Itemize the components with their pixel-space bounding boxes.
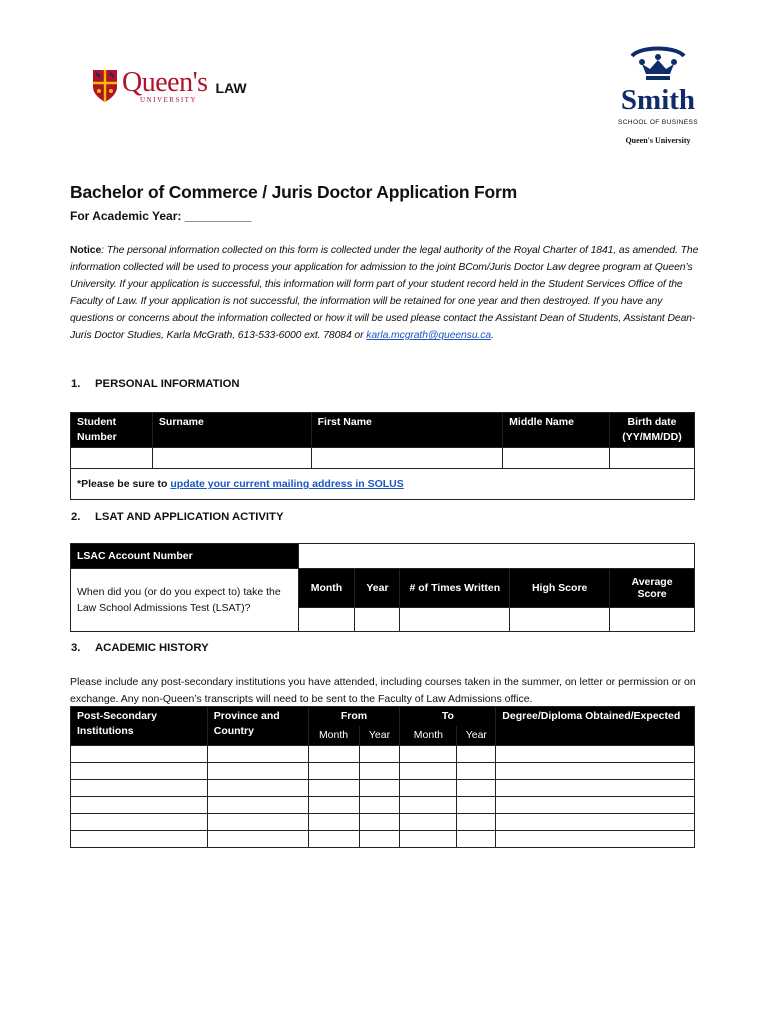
header-high-score: High Score bbox=[510, 569, 610, 608]
surname-input[interactable] bbox=[152, 448, 311, 469]
header-surname: Surname bbox=[152, 413, 311, 448]
table-row bbox=[71, 831, 695, 848]
header-from-month: Month bbox=[308, 726, 359, 746]
logo-queens-text: Queen's bbox=[122, 66, 208, 98]
lsac-account-label: LSAC Account Number bbox=[71, 544, 299, 569]
header-to: To bbox=[400, 707, 496, 727]
table-row bbox=[71, 797, 695, 814]
birth-date-input[interactable] bbox=[610, 448, 695, 469]
logo-university-text: UNIVERSITY bbox=[140, 95, 197, 104]
header-average-score: Average Score bbox=[610, 569, 695, 608]
lsat-question: When did you (or do you expect to) take the Law School Admissions Test (LSAT)? bbox=[71, 569, 299, 632]
section-academic-heading: 3. ACADEMIC HISTORY bbox=[71, 642, 209, 654]
table-row bbox=[71, 763, 695, 780]
table-row bbox=[71, 780, 695, 797]
middle-name-input[interactable] bbox=[503, 448, 610, 469]
header-degree: Degree/Diploma Obtained/Expected bbox=[496, 707, 695, 746]
solus-update-link[interactable]: update your current mailing address in SOLUS bbox=[170, 478, 404, 490]
header-from: From bbox=[308, 707, 400, 727]
student-number-input[interactable] bbox=[71, 448, 153, 469]
header-from-year: Year bbox=[359, 726, 400, 746]
header-to-year: Year bbox=[457, 726, 496, 746]
section-personal-heading: 1. PERSONAL INFORMATION bbox=[71, 378, 240, 390]
lsac-account-input[interactable] bbox=[298, 544, 694, 569]
logo-smith-text: Smith bbox=[620, 84, 696, 116]
mailing-address-note: *Please be sure to update your current mailing address in SOLUS bbox=[71, 469, 695, 500]
average-score-input[interactable] bbox=[610, 608, 695, 632]
lsat-year-input[interactable] bbox=[355, 608, 400, 632]
form-title: Bachelor of Commerce / Juris Doctor Application Form bbox=[70, 182, 517, 202]
smith-crown-icon bbox=[626, 44, 690, 84]
contact-email-link[interactable]: karla.mcgrath@queensu.ca bbox=[366, 330, 492, 341]
header-first-name: First Name bbox=[311, 413, 503, 448]
privacy-notice: Notice: The personal information collected on this form is collected under the legal authority of the Royal Charter of 1841, as amended. The information collected will be used to process your application for admission to the joint BCom/Juris Doctor Law degree program at Queen’s University. If your application is successful, this information will form part of your student record held in the Student Services Office of the Faculty of Law. If your application is not successful, the information will be retained for one year and then destroyed. If you have any questions or concerns about the information collected or how it will be used please contact the Assistant Dean of Students, Assistant Dean- Juris Doctor Studies, Karla McGrath, 613-533-6000 ext. 78084 or karla.mcgrath@queensu.ca. bbox=[70, 245, 699, 341]
header-institutions: Post-Secondary Institutions bbox=[71, 707, 208, 746]
table-row bbox=[71, 814, 695, 831]
header-birth-date: Birth date (YY/MM/DD) bbox=[610, 413, 695, 448]
header-to-month: Month bbox=[400, 726, 457, 746]
lsat-table bbox=[70, 543, 695, 632]
queens-crest-icon bbox=[92, 69, 118, 103]
header-student-number: Student Number bbox=[71, 413, 153, 448]
academic-history-note: Please include any post-secondary institutions you have attended, including courses taken in the summer, on letter or permission or on exchange. Any non-Queen’s transcripts will need to be sent to the Faculty of Law Admissions office. bbox=[70, 676, 696, 705]
section-lsat-heading: 2. LSAT AND APPLICATION ACTIVITY bbox=[71, 511, 284, 523]
notice-body: : The personal information collected on this form is collected under the legal authority of the Royal Charter of 1841, as amended. The information collected will be used to process your application for admission to the joint BCom/Juris Doctor Law degree program at Queen’s University. If your application is successful, this information will form part of your student record held in the Student Services Office of the Faculty of Law. If your application is not successful, the information will be retained for one year and then destroyed. If you have any questions or concerns about the information collected or how it will be used please contact the Assistant Dean of Students, Assistant Dean- Juris Doctor Studies, Karla McGrath, 613-533-6000 ext. 78084 or bbox=[70, 245, 699, 341]
header-year: Year bbox=[355, 569, 400, 608]
table-row bbox=[71, 746, 695, 763]
logo-law-text: LAW bbox=[215, 80, 247, 96]
header-province-country: Province and Country bbox=[207, 707, 308, 746]
logo-queens-university-text: Queen's University bbox=[625, 136, 691, 145]
academic-year-field[interactable]: For Academic Year: __________ bbox=[70, 209, 252, 223]
header-times-written: # of Times Written bbox=[400, 569, 510, 608]
times-written-input[interactable] bbox=[400, 608, 510, 632]
header-middle-name: Middle Name bbox=[503, 413, 610, 448]
high-score-input[interactable] bbox=[510, 608, 610, 632]
notice-label: Notice bbox=[70, 245, 102, 256]
smith-school-logo bbox=[608, 44, 708, 145]
first-name-input[interactable] bbox=[311, 448, 503, 469]
academic-history-table bbox=[70, 706, 695, 848]
personal-info-table bbox=[70, 412, 695, 500]
logo-school-of-business-text: SCHOOL OF BUSINESS bbox=[618, 119, 698, 126]
lsat-month-input[interactable] bbox=[298, 608, 355, 632]
header-month: Month bbox=[298, 569, 355, 608]
queens-law-logo bbox=[92, 66, 247, 106]
